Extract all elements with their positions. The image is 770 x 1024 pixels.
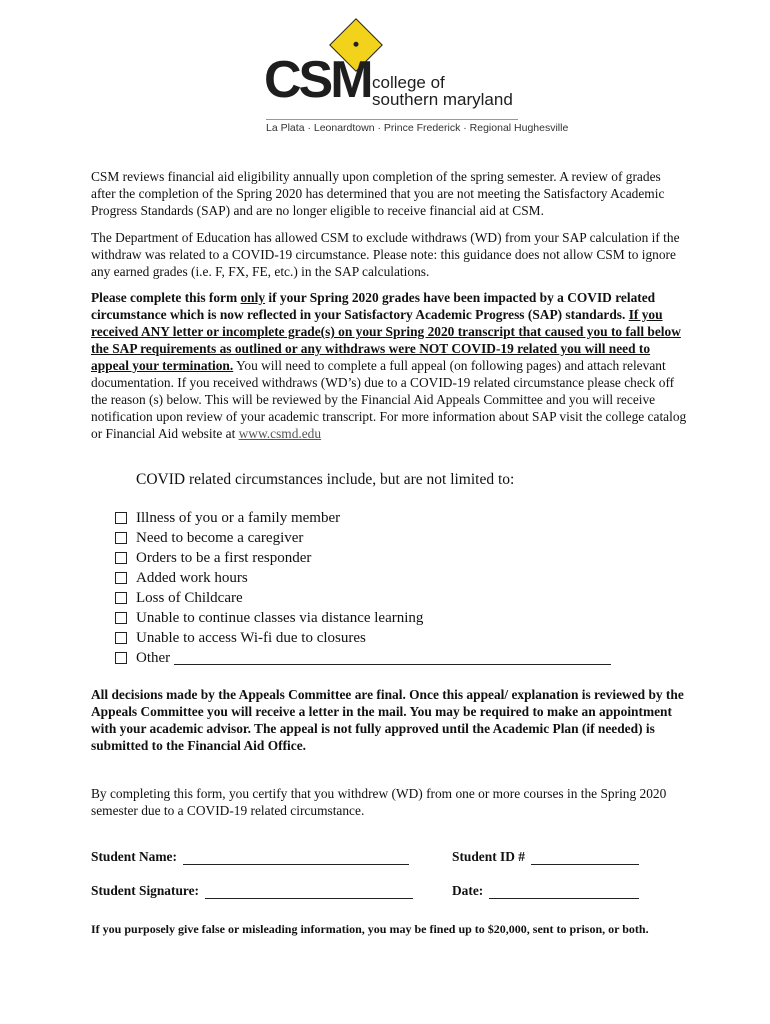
student-signature-input[interactable]	[205, 884, 413, 899]
checkbox-wifi[interactable]	[115, 632, 127, 644]
intro-paragraph-3	[91, 289, 687, 442]
date-field	[452, 883, 639, 899]
checklist-label: Need to become a caregiver	[136, 530, 304, 546]
logo-name	[372, 74, 513, 108]
student-name-label: Student Name:	[91, 849, 177, 864]
p3-bold-a: Please complete this form	[91, 290, 241, 305]
checklist-label: Unable to access Wi-fi due to closures	[136, 630, 366, 646]
checklist-item-other	[115, 648, 611, 668]
covid-heading: COVID related circumstances include, but are not limited to:	[136, 471, 515, 488]
checkbox-other[interactable]	[115, 652, 127, 664]
checklist-item-caregiver	[115, 528, 611, 548]
student-name-field	[91, 849, 409, 865]
p3-bold-b: if your Spring 2020 grades have been impacted by a COVID related circumstance which is now reflected in your Satisfactory Academic Progress (SAP) standards.	[91, 290, 656, 322]
p3-bold-underlined: If you received ANY letter or incomplete grade(s) on your Spring 2020 transcript that caused you to fall below the SAP requirements as outlined or any withdraws were NOT COVID-19 related you will need to appeal your termination.	[91, 307, 681, 373]
csm-logo	[262, 24, 569, 136]
logo-name-line2: southern maryland	[372, 90, 513, 109]
student-signature-field	[91, 883, 413, 899]
checkbox-caregiver[interactable]	[115, 532, 127, 544]
student-id-field	[452, 849, 639, 865]
p3-regular: You will need to complete a full appeal (on following pages) and attach relevant documentation. If you received withdraws (WD’s) due to a COVID-19 related circumstance please check off the reason (s) below. This will be reviewed by the Financial Aid Appeals Committee and you will receive notification upon review of your academic transcript. For more information about SAP visit the college catalog or Financial Aid website at	[91, 358, 687, 441]
checklist-item-illness	[115, 508, 611, 528]
checklist-label: Loss of Childcare	[136, 590, 243, 606]
student-id-label: Student ID #	[452, 849, 525, 864]
checklist-label: Unable to continue classes via distance learning	[136, 610, 424, 626]
intro-paragraph-2: The Department of Education has allowed CSM to exclude withdraws (WD) from your SAP calculation if the withdraw was related to a COVID-19 circumstance. Please note: this guidance does not allow CSM to ignore any earned grades (i.e. F, FX, FE, etc.) in the SAP calculations.	[91, 230, 680, 279]
logo-name-line1: college of	[372, 73, 445, 92]
checkbox-illness[interactable]	[115, 512, 127, 524]
checklist-label: Illness of you or a family member	[136, 510, 341, 526]
checklist-label: Orders to be a first responder	[136, 550, 312, 566]
covid-circumstances-list	[115, 508, 611, 668]
intro-paragraph-1: CSM reviews financial aid eligibility annually upon completion of the spring semester. A review of grades after the completion of the Spring 2020 has determined that you are not meeting the Satisfactory Academic Progress Standards (SAP) and are no longer eligible to receive financial aid at CSM.	[91, 169, 665, 218]
student-name-input[interactable]	[183, 850, 409, 865]
checkbox-first-responder[interactable]	[115, 552, 127, 564]
logo-campuses: La Plata · Leonardtown · Prince Frederick · Regional Hughesville	[266, 119, 518, 134]
checkbox-distance-learning[interactable]	[115, 612, 127, 624]
checklist-item-first-responder	[115, 548, 611, 568]
certification-text: By completing this form, you certify that you withdrew (WD) from one or more courses in the Spring 2020 semester due to a COVID-19 related circumstance.	[91, 786, 667, 818]
checklist-label: Added work hours	[136, 570, 248, 586]
website-link[interactable]: www.csmd.edu	[238, 426, 322, 441]
logo-abbr: CSM	[264, 51, 371, 109]
checklist-item-work-hours	[115, 568, 611, 588]
intro-section	[91, 168, 687, 442]
checkbox-work-hours[interactable]	[115, 572, 127, 584]
p3-only: only	[240, 290, 266, 305]
legal-warning: If you purposely give false or misleading information, you may be fined up to $20,000, sent to prison, or both.	[91, 922, 649, 936]
student-id-input[interactable]	[531, 850, 639, 865]
checklist-item-distance-learning	[115, 608, 611, 628]
checklist-label: Other	[136, 650, 171, 666]
date-input[interactable]	[489, 884, 639, 899]
checklist-item-childcare	[115, 588, 611, 608]
checkbox-childcare[interactable]	[115, 592, 127, 604]
other-input-line[interactable]	[174, 651, 611, 665]
student-signature-label: Student Signature:	[91, 883, 200, 898]
date-label: Date:	[452, 883, 484, 898]
decisions-notice: All decisions made by the Appeals Committee are final. Once this appeal/ explanation is reviewed by the Appeals Committee you will receive a letter in the mail. You may be required to make an appointment with your academic advisor. The appeal is not fully approved until the Academic Plan (if needed) is submitted to the Financial Aid Office.	[91, 687, 684, 753]
checklist-item-wifi	[115, 628, 611, 648]
